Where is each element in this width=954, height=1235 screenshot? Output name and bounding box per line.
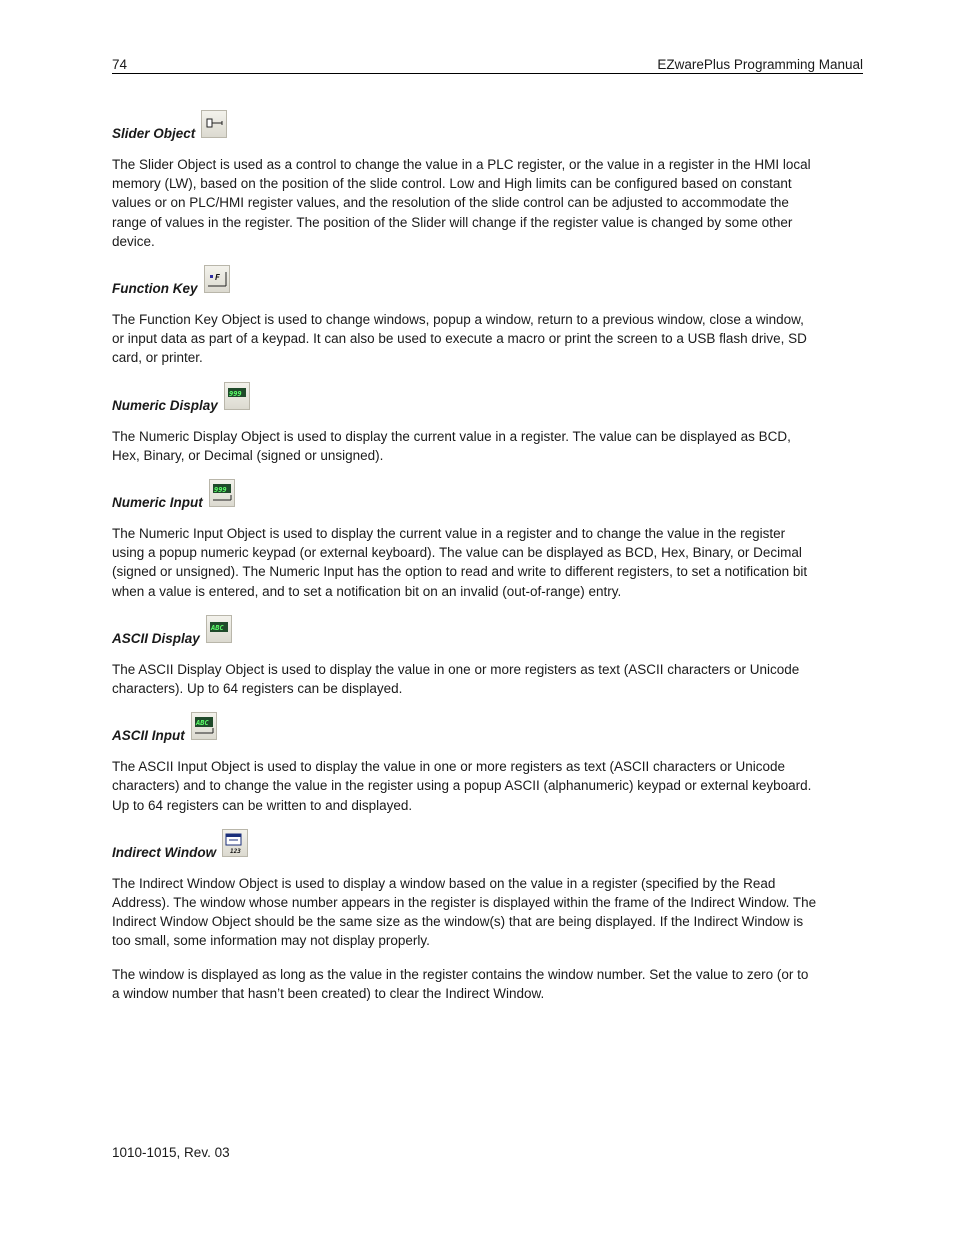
svg-text:123: 123: [230, 847, 241, 855]
section-heading: [112, 712, 817, 744]
section-heading: [112, 615, 817, 647]
section-indirect-window: [112, 829, 817, 1003]
section-heading: [112, 382, 817, 414]
section-paragraph: The Numeric Input Object is used to display the current value in a register and to change the value in the register using a popup numeric keypad (or external keyboard). The value can be displayed as BCD, Hex, Binary, or Decimal (signed or unsigned). The Numeric Input has the option to read and write to different registers, to set a notification bit when a value is entered, and to set a notification bit on an invalid (out-of-range) entry.: [112, 526, 808, 599]
ascii-input-icon: [191, 712, 217, 740]
svg-text:F: F: [214, 273, 220, 283]
section-title: ASCII Input: [112, 728, 185, 744]
section-paragraph: The Numeric Display Object is used to display the current value in a register. The value can be displayed as BCD, Hex, Binary, or Decimal (signed or unsigned).: [112, 428, 791, 463]
page-content: [112, 110, 817, 1017]
section-title: ASCII Display: [112, 630, 200, 646]
svg-text:ABC: ABC: [195, 719, 209, 728]
svg-text:999: 999: [228, 389, 242, 398]
section-title: Slider Object: [112, 126, 196, 141]
page-header: [112, 57, 863, 74]
section-heading: [112, 265, 817, 297]
section-paragraph: The Indirect Window Object is used to display a window based on the value in a register (specified by the Read Address). The window whose number appears in the register is displayed within the frame of the Indirect Window. The Indirect Window Object should be the same size as the window(s) that are being displayed. If the Indirect Window is too small, some information may not display properly.: [112, 875, 817, 949]
manual-title: EZwarePlus Programming Manual: [657, 57, 863, 72]
function-key-icon: [204, 265, 230, 293]
section-numeric-input: [112, 479, 817, 601]
section-title: Numeric Display: [112, 397, 218, 413]
section-heading: [112, 829, 817, 861]
section-paragraph: The ASCII Input Object is used to display the value in one or more registers as text (ASCII characters or Unicode characters) and to change the value in the register using a popup ASCII (alphanumeric) keypad or external keyboard. Up to 64 registers can be written to and displayed.: [112, 759, 812, 813]
section-ascii-input: [112, 712, 817, 815]
section-paragraph: The window is displayed as long as the value in the register contains the window number. Set the value to zero (or to a window number that hasn’t been created) to clear the Indirect Window.: [112, 966, 809, 1001]
section-title: Function Key: [112, 281, 198, 297]
section-numeric-display: [112, 382, 817, 465]
section-heading: [112, 479, 817, 511]
section-ascii-display: [112, 615, 817, 698]
svg-text:999: 999: [213, 486, 227, 495]
numeric-input-icon: [209, 479, 235, 507]
section-title: Numeric Input: [112, 495, 203, 511]
indirect-window-icon: [222, 829, 248, 857]
section-paragraph: The Slider Object is used as a control to change the value in a PLC register, or the value in a register in the HMI local memory (LW), based on the position of the slide control. Low and High limits can be configured based on constant values or on PLC/HMI register values, and the resolution of the slide control can be adjusted to accommodate the range of values in the register. The position of the Slider will change if the register value is changed by some other device.: [112, 157, 811, 249]
section-title: Indirect Window: [112, 844, 217, 860]
section-paragraph: The Function Key Object is used to change windows, popup a window, return to a previous window, close a window, or input data as part of a keypad. It can also be used to execute a macro or print the screen to a USB flash drive, SD card, or printer.: [112, 312, 807, 366]
slider-icon: [201, 110, 227, 138]
svg-text:ABC: ABC: [210, 623, 224, 632]
section-slider-object: [112, 110, 817, 251]
section-heading: [112, 110, 817, 142]
page-number: 74: [112, 57, 128, 72]
ascii-display-icon: [206, 615, 232, 643]
section-function-key: [112, 265, 817, 368]
page-footer: 1010-1015, Rev. 03: [112, 1145, 230, 1160]
section-paragraph: The ASCII Display Object is used to display the value in one or more registers as text (ASCII characters or Unicode characters). Up to 64 registers can be displayed.: [112, 661, 800, 697]
numeric-display-icon: [224, 382, 250, 410]
